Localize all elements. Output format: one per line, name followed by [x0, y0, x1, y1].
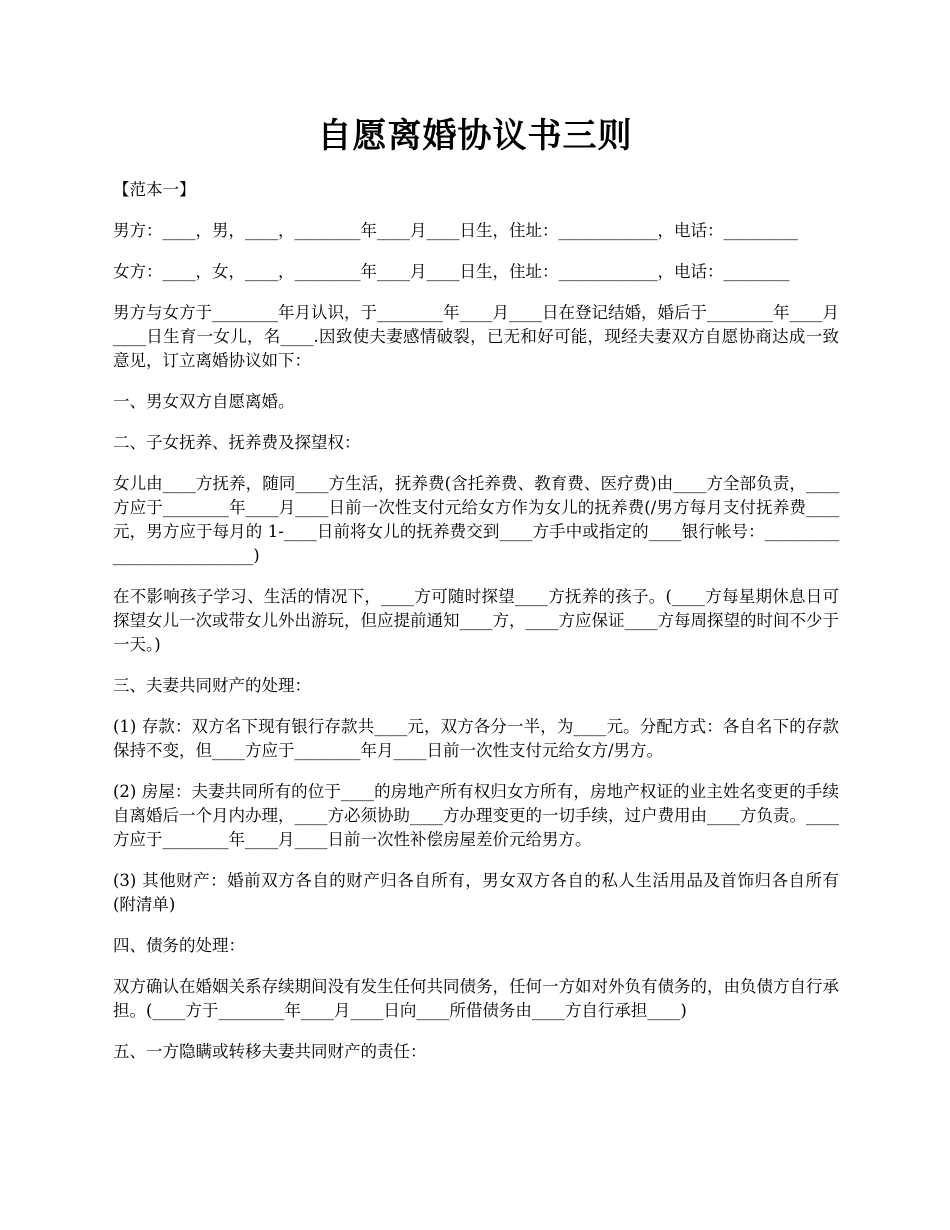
- document-title: 自愿离婚协议书三则: [317, 116, 633, 156]
- paragraph-debts: 双方确认在婚姻关系存续期间没有发生任何共同债务，任何一方如对外负有债务的，由负债方自行承担。(____方于________年____月____日向____所借债务由____方自行承担____): [113, 977, 839, 1020]
- section-label-sample-one: 【范本一】: [113, 180, 196, 199]
- paragraph-savings: (1) 存款：双方名下现有银行存款共____元，双方各分一半，为____元。分配方式：各自名下的存款保持不变，但____方应于________年月____日前一次性支付元给女方/男方。: [113, 717, 839, 760]
- clause-3-heading: 三、夫妻共同财产的处理：: [113, 676, 311, 695]
- paragraph-visitation-rights: 在不影响孩子学习、生活的情况下，____方可随时探望____方抚养的孩子。(____方每星期休息日可探望女儿一次或带女儿外出游玩，但应提前通知____方，____方应保证____方每周探望的时间不少于一天。): [113, 587, 839, 654]
- paragraph-house: (2) 房屋：夫妻共同所有的位于____的房地产所有权归女方所有，房地产权证的业主姓名变更的手续自离婚后一个月内办理，____方必须协助____方办理变更的一切手续，过户费用由____方负责。____方应于________年____月____日前一次性补偿房屋差价元给男方。: [113, 782, 839, 849]
- paragraph-female-party-info: 女方：____，女，____，________年____月____日生，住址：____________，电话：________: [113, 262, 790, 281]
- clause-2-heading: 二、子女抚养、抚养费及探望权：: [113, 433, 361, 452]
- paragraph-other-property: (3) 其他财产：婚前双方各自的财产归各自所有，男女双方各自的私人生活用品及首饰归各自所有(附清单): [113, 871, 839, 914]
- paragraph-male-party-info: 男方：____，男，____，________年____月____日生，住址：____________，电话：_________: [113, 221, 798, 240]
- clause-5-heading: 五、一方隐瞒或转移夫妻共同财产的责任：: [113, 1042, 427, 1061]
- clause-4-heading: 四、债务的处理：: [113, 936, 245, 955]
- clause-1-heading: 一、男女双方自愿离婚。: [113, 392, 295, 411]
- paragraph-marriage-background: 男方与女方于________年月认识，于________年____月____日在登记结婚，婚后于________年____月____日生育一女儿，名____.因致使夫妻感情破裂，已无和好可能，现经夫妻双方自愿协商达成一致意见，订立离婚协议如下：: [113, 303, 839, 370]
- document-body: [113, 178, 839, 1081]
- paragraph-child-custody: 女儿由____方抚养，随同____方生活，抚养费(含托养费、教育费、医疗费)由____方全部负责，____方应于________年____月____日前一次性支付元给女方作为女儿的抚养费(/男方每月支付抚养费____元，男方应于每月的 1-____日前将女儿的抚养费交到____方手中或指定的____银行帐号：__________________________): [113, 474, 839, 565]
